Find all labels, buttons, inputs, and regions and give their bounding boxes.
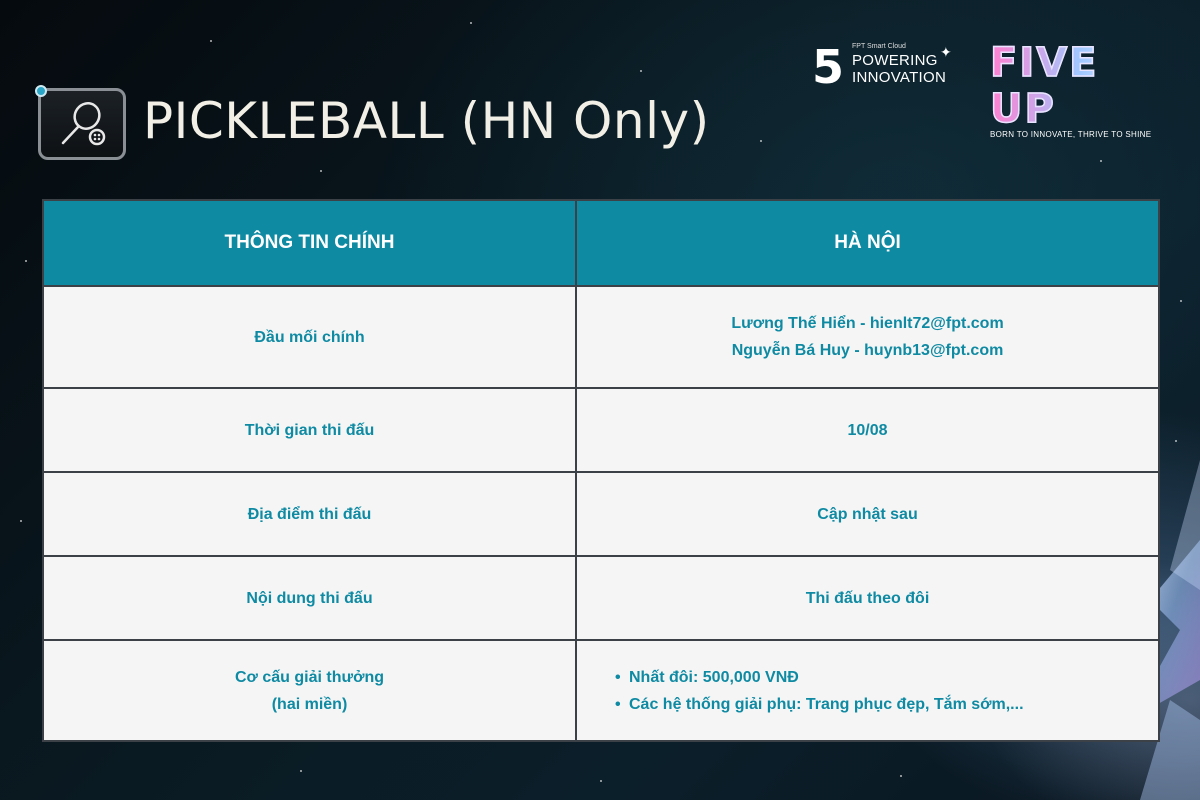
contact-line: Nguyễn Bá Huy - huynb13@fpt.com xyxy=(731,342,1004,359)
logo-line1: POWERING xyxy=(852,52,938,69)
row-label xyxy=(44,641,577,740)
row-value: 10/08 xyxy=(847,421,888,439)
table-row xyxy=(44,471,1158,555)
row-label: Địa điểm thi đấu xyxy=(44,473,577,555)
logo-five-numeral: 5 xyxy=(812,40,845,94)
table-row xyxy=(44,285,1158,387)
logo-small-text: FPT Smart Cloud xyxy=(852,43,906,50)
table-header-row xyxy=(44,201,1158,285)
row-label: Nội dung thi đấu xyxy=(44,557,577,639)
sparkle-icon: ✦ xyxy=(940,44,952,60)
label-line: (hai miền) xyxy=(271,695,348,713)
info-table xyxy=(42,199,1160,742)
pickleball-icon-box xyxy=(38,88,126,160)
five-up-wordmark: FIVE UP xyxy=(990,40,1170,132)
header-cell-main-info: THÔNG TIN CHÍNH xyxy=(44,201,577,285)
prize-list xyxy=(577,664,1158,718)
row-value: Thi đấu theo đôi xyxy=(805,589,930,607)
page-title: PICKLEBALL (HN Only) xyxy=(143,92,710,150)
row-value: Cập nhật sau xyxy=(817,505,918,523)
header-cell-hanoi: HÀ NỘI xyxy=(834,232,901,253)
contact-line: Lương Thế Hiển - hienlt72@fpt.com xyxy=(731,315,1004,332)
logo-line2: INNOVATION xyxy=(852,69,947,86)
row-value xyxy=(577,287,1158,387)
pickleball-paddle-icon xyxy=(53,99,111,149)
list-item: • Nhất đôi: 500,000 VNĐ xyxy=(615,664,1158,691)
label-line: Cơ cấu giải thưởng xyxy=(234,668,384,686)
five-up-tagline: BORN TO INNOVATE, THRIVE TO SHINE xyxy=(990,130,1152,139)
row-value xyxy=(577,641,1158,740)
table-row xyxy=(44,555,1158,639)
powering-innovation-logo xyxy=(812,40,962,92)
row-label: Thời gian thi đấu xyxy=(44,389,577,471)
table-row xyxy=(44,387,1158,471)
list-item: • Các hệ thống giải phụ: Trang phục đẹp, Tắm sớm,... xyxy=(615,691,1158,718)
table-row xyxy=(44,639,1158,740)
five-up-logo xyxy=(990,40,1170,139)
accent-dot xyxy=(35,85,47,97)
row-label: Đầu mối chính xyxy=(44,287,577,387)
